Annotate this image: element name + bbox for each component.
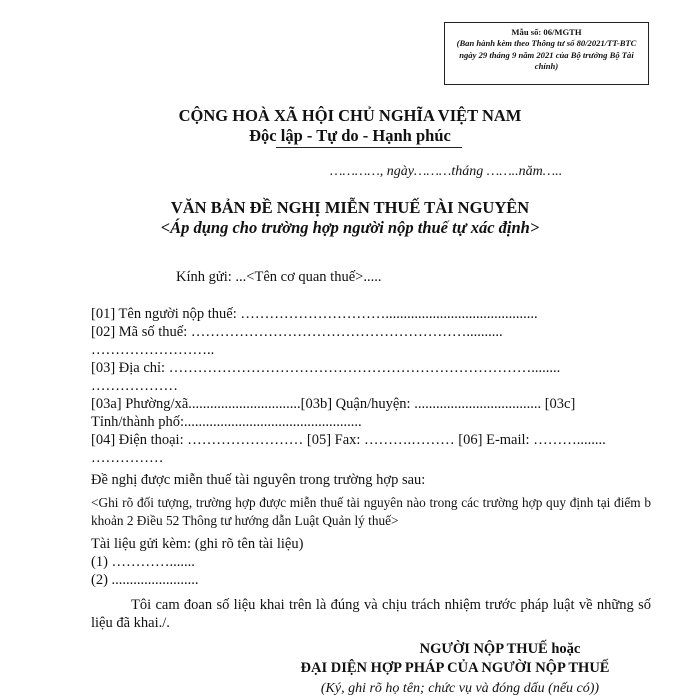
field-phone-fax-email: [04] Điện thoại: …………………… [05] Fax: ……….……… [06] E-mail: ………........ [91, 432, 606, 448]
field-ward-district: [03a] Phường/xã...............................[03b] Quận/huyện: ................................... [03c] [91, 396, 576, 412]
document-subtitle: <Áp dụng cho trường hợp người nộp thuế tự xác định> [160, 218, 540, 237]
signature-title-1: NGƯỜI NỘP THUẾ hoặc [419, 641, 581, 657]
signature-instruction: (Ký, ghi rõ họ tên; chức vụ và đóng dấu (nếu có)) [320, 681, 600, 696]
document-title: VĂN BẢN ĐỀ NGHỊ MIỄN THUẾ TÀI NGUYÊN [170, 198, 530, 217]
request-intro: Đề nghị được miễn thuế tài nguyên trong trường hợp sau: [91, 472, 426, 488]
attachment-item-2: (2) ........................ [91, 572, 199, 588]
field-tax-code: [02] Mã số thuế: ………………………………………………….......... [91, 324, 503, 340]
request-instruction: <Ghi rõ đối tượng, trường hợp được miễn thuế tài nguyên nào trong các trường hợp quy định tại điểm b khoản 2 Điều 52 Thông tư hướng dẫn Luật Quản lý thuế> [91, 495, 651, 528]
field-tax-code-continued: …………………….. [91, 342, 215, 358]
date-line: …………, ngày………tháng ……..năm….. [330, 164, 563, 179]
motto-underline [276, 147, 462, 148]
commitment-statement: Tôi cam đoan số liệu khai trên là đúng và chịu trách nhiệm trước pháp luật về những số liệu đã khai./. [91, 597, 651, 631]
field-address-continued: ……………… [91, 378, 178, 394]
form-code: Mẫu số: 06/MGTH [511, 27, 582, 37]
salutation: Kính gửi: ...<Tên cơ quan thuế>..... [176, 269, 382, 285]
national-title: CỘNG HOÀ XÃ HỘI CHỦ NGHĨA VIỆT NAM [178, 106, 522, 125]
attachments-label: Tài liệu gửi kèm: (ghi rõ tên tài liệu) [91, 536, 304, 552]
form-issuance-note: (Ban hành kèm theo Thông tư số 80/2021/TT-BTC ngày 29 tháng 9 năm 2021 của Bộ trưởng Bộ Tài chính) [456, 38, 637, 72]
national-motto: Độc lập - Tự do - Hạnh phúc [249, 126, 451, 145]
field-address: [03] Địa chỉ: …………………………………………………………………........ [91, 360, 561, 376]
field-email-continued: …………… [91, 450, 164, 466]
attachment-item-1: (1) …………....... [91, 554, 195, 570]
form-number-box [444, 22, 649, 85]
signature-title-2: ĐẠI DIỆN HỢP PHÁP CỦA NGƯỜI NỘP THUẾ [300, 660, 610, 676]
field-taxpayer-name: [01] Tên người nộp thuế: ………………………….......................................... [91, 306, 538, 322]
field-province: Tỉnh/thành phố:................................................. [91, 414, 362, 430]
